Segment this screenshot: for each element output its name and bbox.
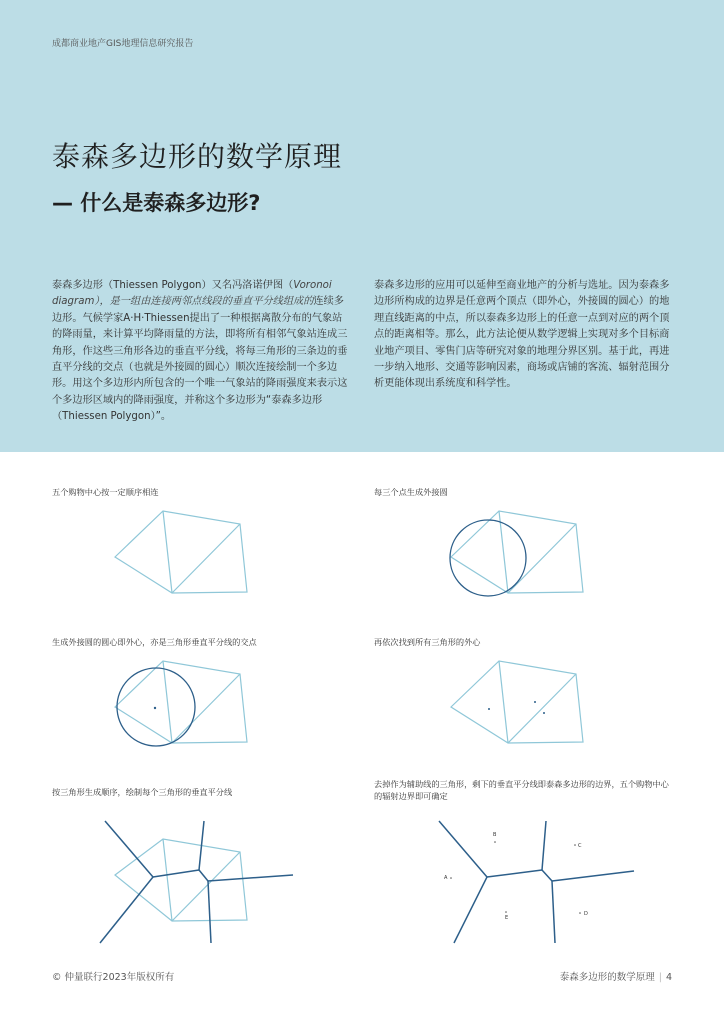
step-6-caption: 去掉作为辅助线的三角形，剩下的垂直平分线即泰森多边形的边界，五个购物中心的辐射边界即可确定 bbox=[374, 779, 669, 801]
point-e-dot bbox=[505, 911, 507, 913]
point-d-dot bbox=[579, 912, 581, 914]
point-label-c: C bbox=[578, 843, 582, 849]
intro-column-left bbox=[52, 278, 350, 426]
point-label-d: D bbox=[584, 911, 588, 917]
step-3-diagram bbox=[110, 650, 250, 750]
page-number: 4 bbox=[665, 972, 672, 983]
step-4-caption: 再依次找到所有三角形的外心 bbox=[374, 637, 481, 647]
circumcenter-dot bbox=[543, 712, 545, 714]
point-label-e: E bbox=[505, 915, 509, 921]
step-2-caption: 每三个点生成外接圆 bbox=[374, 487, 448, 497]
step-1-diagram bbox=[110, 500, 250, 600]
circumcenter-dot bbox=[488, 708, 490, 710]
circumcircle bbox=[117, 668, 195, 746]
step-5-caption: 按三角形生成顺序，绘制每个三角形的垂直平分线 bbox=[52, 787, 233, 797]
footer-divider: | bbox=[658, 972, 662, 983]
diagonal-line bbox=[172, 524, 240, 593]
page-subtitle: — 什么是泰森多边形? bbox=[52, 191, 261, 215]
intro-emphasis: Voronoi diagram），是一组由连接两邻点线段的垂直平分线组成的 bbox=[52, 280, 332, 308]
intro-text-1: 泰森多边形（Thiessen Polygon）又名冯洛诺伊图（ bbox=[52, 280, 294, 291]
step-6-diagram bbox=[434, 818, 634, 948]
footer-section-title: 泰森多边形的数学原理 bbox=[559, 972, 655, 983]
intro-column-right: 泰森多边形的应用可以延伸至商业地产的分析与选址。因为泰森多边形所构成的边界是任意两个顶点（即外心，外接圆的圆心）的地理直线距离的中点，所以泰森多边形上的任意一点到对应的两个顶点的距离相等。那么，此方法论便从数学逻辑上实现对多个目标商业地产项目、零售门店等研究对象的地理分界区别。基于此，再进一步纳入地形、交通等影响因素，商场或店铺的客流、辐射范围分析更能体现出系统度和科学性。 bbox=[374, 280, 670, 390]
step-1-caption: 五个购物中心按一定顺序相连 bbox=[52, 487, 159, 497]
intro-text-2: 连续多边形。气候学家A·H·Thiessen提出了一种根据离散分布的气象站的降雨量，来计算平均降雨量的方法，即将所有相邻气象站连成三角形，作这些三角形各边的垂直平分线，将每三角形的三条边的垂直平分线的交点（也就是外接圆的圆心）顺次连接绘制一个多边形。用这个多边形内所包含的一个唯一气象站的降雨强度来表示这个多边形区域内的降雨强度，并称这个多边形为“泰森多边形（Thiessen Polygon）”。 bbox=[52, 296, 348, 423]
point-label-b: B bbox=[493, 832, 497, 838]
point-a-dot bbox=[450, 877, 452, 879]
page-title: 泰森多边形的数学原理 bbox=[52, 140, 343, 173]
step-2-diagram bbox=[446, 500, 586, 600]
outline-polygon bbox=[115, 511, 247, 593]
step-3-caption: 生成外接圆的圆心即外心，亦是三角形垂直平分线的交点 bbox=[52, 637, 257, 647]
point-label-a: A bbox=[444, 875, 448, 881]
point-b-dot bbox=[494, 841, 496, 843]
step-4-diagram bbox=[446, 650, 586, 750]
footer-copyright: © 仲量联行2023年版权所有 bbox=[52, 972, 175, 983]
footer-page-info bbox=[560, 969, 672, 983]
bisector-lines bbox=[100, 821, 293, 943]
point-c-dot bbox=[574, 844, 576, 846]
circumcenter-dot bbox=[534, 701, 536, 703]
report-title: 成都商业地产GIS地理信息研究报告 bbox=[52, 39, 194, 49]
circumcenter-dot bbox=[154, 707, 156, 709]
circumcircle bbox=[450, 520, 526, 596]
diagonal-line bbox=[163, 511, 172, 593]
voronoi-boundaries bbox=[439, 821, 634, 943]
step-5-diagram bbox=[100, 818, 300, 948]
